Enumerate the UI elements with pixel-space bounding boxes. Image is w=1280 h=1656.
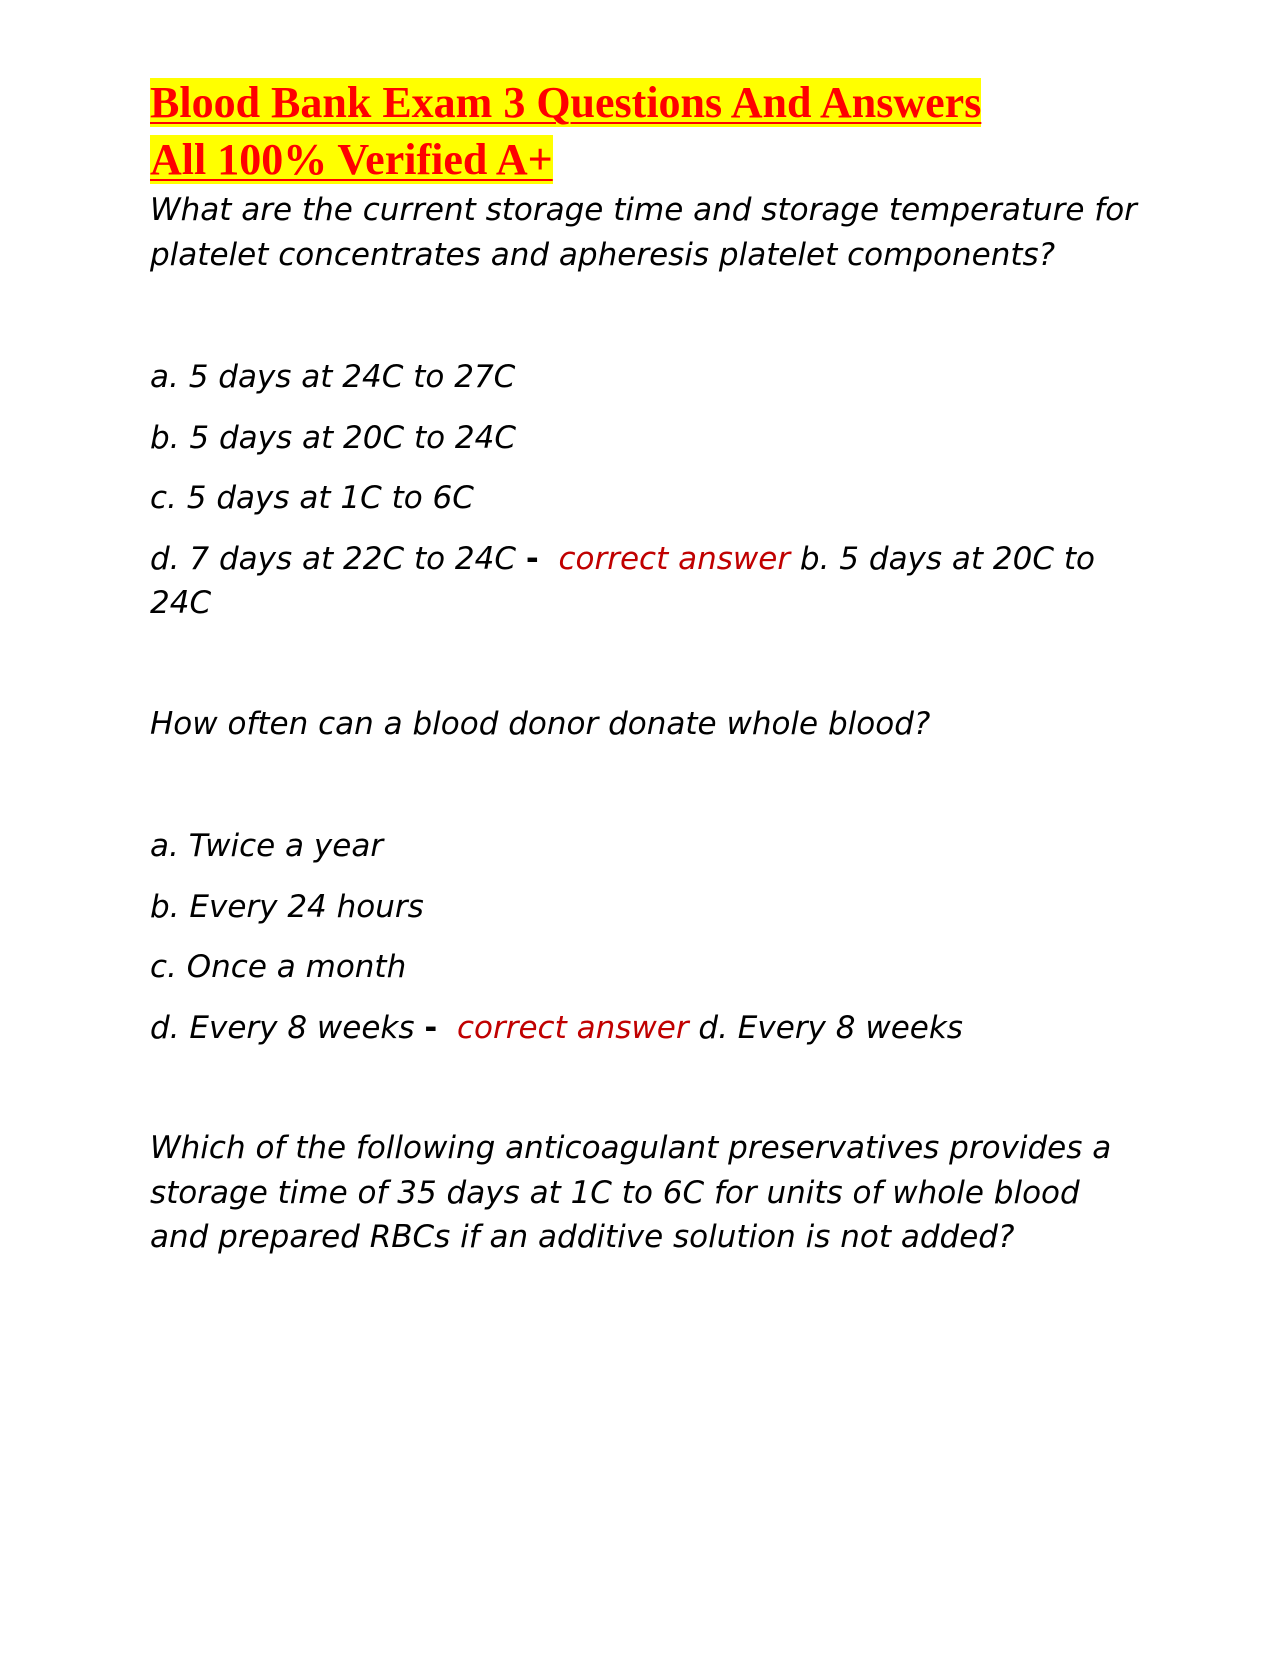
document-title bbox=[150, 74, 1140, 188]
question-2-option-a: a. Twice a year bbox=[150, 828, 384, 864]
question-1-option-b: b. 5 days at 20C to 24C bbox=[150, 419, 517, 456]
question-1-answer: b. 5 days at 20C to 24C bbox=[150, 540, 1095, 621]
answer-separator: - bbox=[424, 1009, 438, 1046]
question-1-option-c: c. 5 days at 1C to 6C bbox=[150, 480, 474, 516]
question-2-option-b: b. Every 24 hours bbox=[150, 888, 424, 925]
title-line-2: All 100% Verified A+ bbox=[150, 135, 553, 184]
question-2-answer: d. Every 8 weeks bbox=[698, 1009, 963, 1046]
correct-answer-label: correct answer bbox=[558, 540, 791, 577]
question-2-option-c: c. Once a month bbox=[150, 949, 407, 985]
question-1-text: What are the current storage time and storage temperature for platelet concentrates and apheresis platelet components? bbox=[150, 192, 1137, 273]
correct-answer-label: correct answer bbox=[456, 1009, 689, 1046]
question-2-text: How often can a blood donor donate whole blood? bbox=[150, 705, 931, 742]
question-1-option-d: d. 7 days at 22C to 24C bbox=[150, 540, 517, 577]
document-page bbox=[150, 74, 1140, 1260]
question-3-text: Which of the following anticoagulant preservatives provides a storage time of 35 days at 1C to 6C for units of whole blood and prepared RBCs if an additive solution is not added? bbox=[150, 1130, 1112, 1255]
answer-separator: - bbox=[525, 540, 539, 577]
question-1-option-d-with-answer bbox=[150, 537, 1140, 626]
question-1-option-a: a. 5 days at 24C to 27C bbox=[150, 359, 516, 395]
question-2-option-d-with-answer bbox=[150, 1006, 1140, 1051]
title-line-1: Blood Bank Exam 3 Questions And Answers bbox=[150, 78, 982, 127]
question-2-option-d: d. Every 8 weeks bbox=[150, 1009, 415, 1046]
